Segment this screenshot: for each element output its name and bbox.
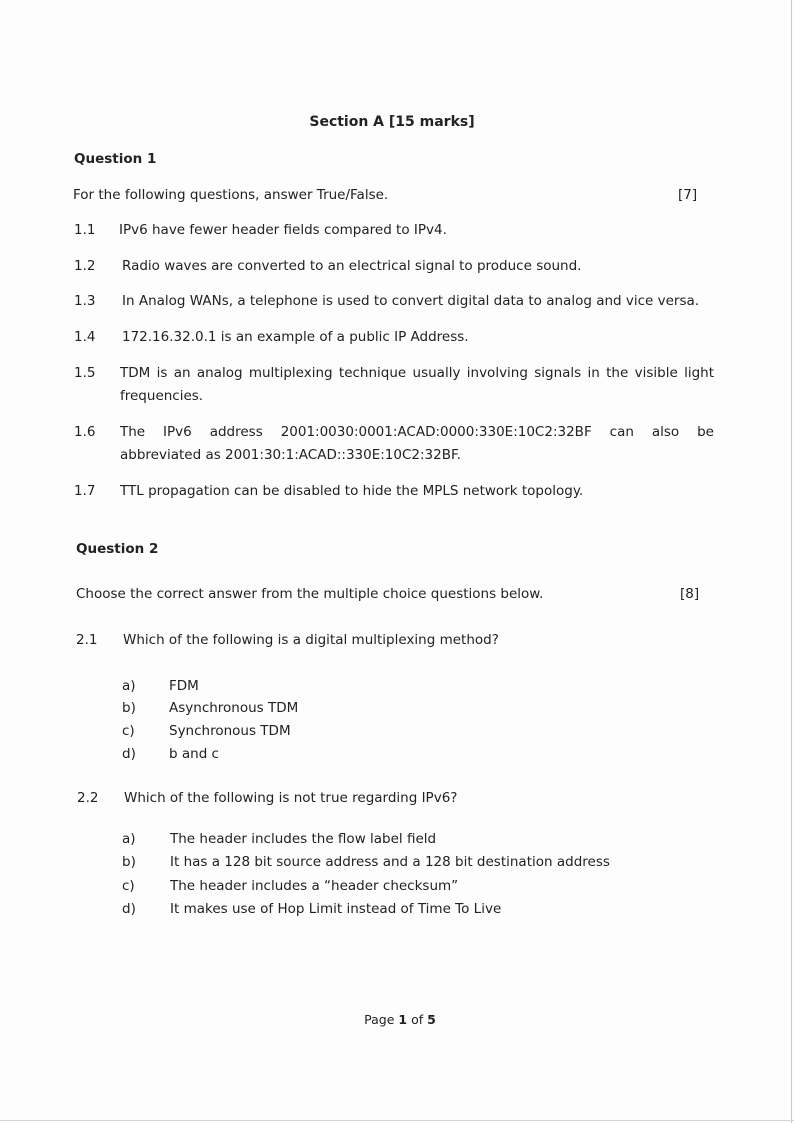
question-2-marks: [8] bbox=[680, 586, 700, 602]
page-edge-bottom bbox=[0, 1120, 794, 1121]
question-2-instruction: Choose the correct answer from the multiple choice questions below. bbox=[76, 586, 544, 602]
item-2-1-option-b-text: Asynchronous TDM bbox=[169, 700, 299, 716]
item-2-1-option-a-letter: a) bbox=[122, 678, 136, 694]
item-1-1-number: 1.1 bbox=[74, 222, 96, 238]
item-2-2-option-a-letter: a) bbox=[122, 831, 136, 847]
page-footer bbox=[0, 1012, 794, 1027]
item-2-1-option-c-letter: c) bbox=[122, 723, 135, 739]
item-1-6-text: The IPv6 address 2001:0030:0001:ACAD:0000:330E:10C2:32BF can also be abbreviated as 2001:30:1:ACAD::330E:10C2:32BF. bbox=[120, 424, 714, 463]
item-1-2-number: 1.2 bbox=[74, 258, 96, 274]
item-2-1-option-a-text: FDM bbox=[169, 678, 199, 694]
question-1-instruction: For the following questions, answer True/False. bbox=[73, 187, 389, 203]
item-2-1-text: Which of the following is a digital multiplexing method? bbox=[123, 632, 499, 648]
item-1-5-text: TDM is an analog multiplexing technique usually involving signals in the visible light frequencies. bbox=[120, 365, 714, 404]
item-2-2-option-b-text: It has a 128 bit source address and a 128 bit destination address bbox=[170, 854, 610, 870]
item-1-1-text: IPv6 have fewer header fields compared to IPv4. bbox=[119, 222, 447, 238]
page-edge-right bbox=[791, 0, 792, 1123]
item-2-2-text: Which of the following is not true regarding IPv6? bbox=[124, 790, 458, 806]
footer-page-number: 1 bbox=[398, 1012, 408, 1027]
item-2-2-option-b-letter: b) bbox=[122, 854, 136, 870]
question-1-marks: [7] bbox=[678, 187, 698, 203]
section-title: Section A [15 marks] bbox=[309, 114, 475, 130]
item-2-1-option-b-letter: b) bbox=[122, 700, 136, 716]
item-2-2-option-d-text: It makes use of Hop Limit instead of Time To Live bbox=[170, 901, 502, 917]
item-2-1-option-d-letter: d) bbox=[122, 746, 136, 762]
item-1-7-number: 1.7 bbox=[74, 483, 96, 499]
item-1-4-number: 1.4 bbox=[74, 329, 96, 345]
item-1-3-text: In Analog WANs, a telephone is used to convert digital data to analog and vice versa. bbox=[122, 293, 700, 309]
footer-of: of bbox=[407, 1012, 428, 1027]
item-2-2-option-a-text: The header includes the flow label field bbox=[170, 831, 437, 847]
item-1-7-text: TTL propagation can be disabled to hide the MPLS network topology. bbox=[120, 483, 584, 499]
item-2-1-option-c-text: Synchronous TDM bbox=[169, 723, 291, 739]
item-1-6-number: 1.6 bbox=[74, 424, 96, 440]
item-2-2-option-d-letter: d) bbox=[122, 901, 136, 917]
footer-page-total: 5 bbox=[427, 1012, 436, 1027]
item-2-1-option-d-text: b and c bbox=[169, 746, 219, 762]
question-2-heading: Question 2 bbox=[76, 541, 159, 557]
item-1-2-text: Radio waves are converted to an electrical signal to produce sound. bbox=[122, 258, 582, 274]
question-1-heading: Question 1 bbox=[74, 151, 157, 167]
item-2-1-number: 2.1 bbox=[76, 632, 98, 648]
item-1-4-text: 172.16.32.0.1 is an example of a public IP Address. bbox=[122, 329, 469, 345]
item-2-2-option-c-text: The header includes a “header checksum” bbox=[170, 878, 459, 894]
item-2-2-number: 2.2 bbox=[77, 790, 99, 806]
item-2-2-option-c-letter: c) bbox=[122, 878, 135, 894]
footer-prefix: Page bbox=[364, 1012, 399, 1027]
item-1-5-number: 1.5 bbox=[74, 365, 96, 381]
item-1-3-number: 1.3 bbox=[74, 293, 96, 309]
